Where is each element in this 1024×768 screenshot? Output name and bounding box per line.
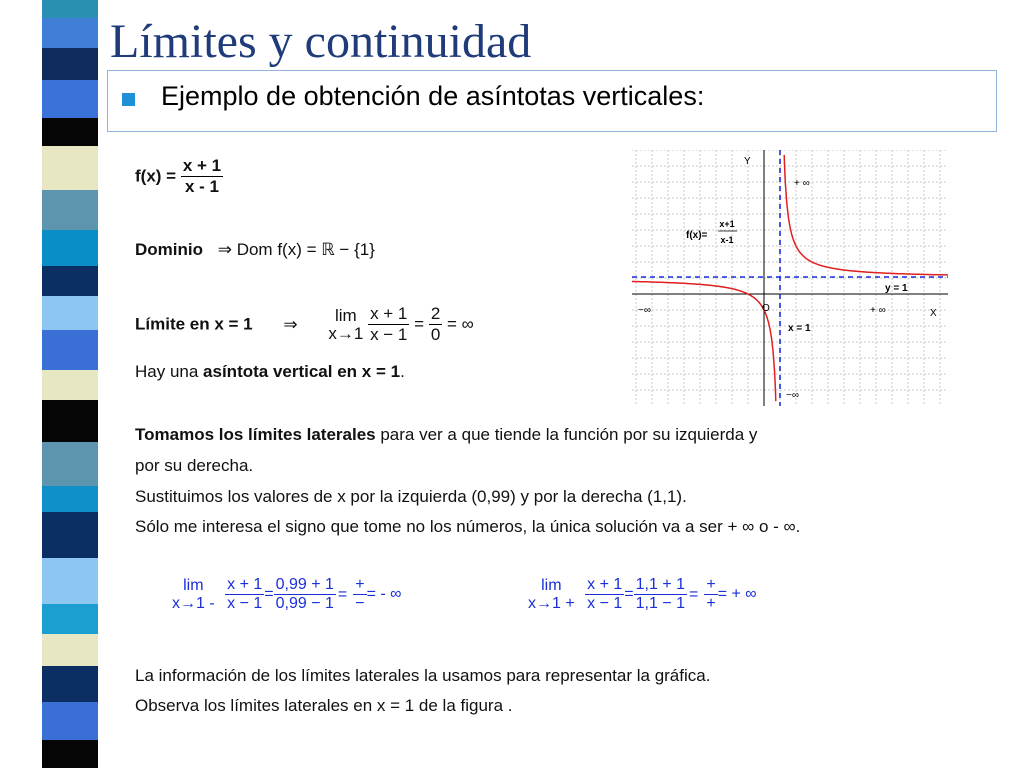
graph-fx-denominator: x-1 xyxy=(720,235,734,245)
right-lim-den-2: 1,1 − 1 xyxy=(635,595,685,612)
right-lim-fraction-2 xyxy=(634,576,687,613)
laterales-rest: para ver a que tiende la función por su izquierda y xyxy=(375,425,758,444)
plus-infinity-top: + ∞ xyxy=(794,178,810,189)
right-lim-fraction-3 xyxy=(704,576,717,613)
right-lateral-limit: lim x→1 + $\frac{x + 1}{x - 1}$ = $\frac{1,1 + 1}{1,1 - 1}$ = $\frac{+}{+}$ = + ∞ xyxy=(528,576,757,612)
horizontal-asymptote-label: y = 1 xyxy=(885,283,908,294)
left-lim-result: = - ∞ xyxy=(366,585,402,603)
bullet-box xyxy=(107,70,997,132)
function-graph xyxy=(632,150,948,406)
right-lim-result: = + ∞ xyxy=(717,585,757,603)
bullet-text: Ejemplo de obtención de asíntotas verticales: xyxy=(161,81,705,111)
paragraph-line-1 xyxy=(135,425,757,445)
limit-value-denominator: 0 xyxy=(430,325,441,344)
vertical-asymptote-label: x = 1 xyxy=(788,323,811,334)
left-lim-fraction-1 xyxy=(225,576,264,613)
left-lim-subscript: x→1 - xyxy=(172,594,215,612)
bullet-square-icon xyxy=(122,93,135,106)
right-lim-num-1: x + 1 xyxy=(587,576,623,593)
asymptote-post: . xyxy=(400,362,405,381)
limit-label: Límite en x = 1 xyxy=(135,314,253,334)
laterales-bold: Tomamos los límites laterales xyxy=(135,425,376,444)
right-lim-den-1: x − 1 xyxy=(587,595,623,612)
minus-infinity-bottom: −∞ xyxy=(786,390,799,401)
asymptote-bold: asíntota vertical en x = 1 xyxy=(203,362,401,381)
paragraph-line-2: por su derecha. xyxy=(135,456,254,475)
x-axis-label: X xyxy=(930,308,937,319)
limit-equals: = xyxy=(414,314,425,334)
paragraph-line-4: Sólo me interesa el signo que tome no los números, la única solución va a ser + ∞ o - ∞. xyxy=(135,517,801,536)
left-lim-fraction-3 xyxy=(353,576,366,613)
left-lim-operator xyxy=(172,577,215,613)
function-fraction xyxy=(181,156,223,197)
right-lim-operator xyxy=(528,577,575,613)
function-denominator: x - 1 xyxy=(184,177,219,196)
limit-fraction xyxy=(368,304,409,345)
lim-subscript: x→1 xyxy=(328,323,364,343)
plus-infinity-right: + ∞ xyxy=(870,305,886,316)
info-line-2: Observa los límites laterales en x = 1 de la figura . xyxy=(135,696,513,715)
left-lim-num-3: + xyxy=(355,576,365,593)
slide-title: Límites y continuidad xyxy=(110,15,532,68)
asymptote-pre: Hay una xyxy=(135,362,204,381)
domain-line xyxy=(135,240,375,260)
domain-label: Dominio xyxy=(135,240,203,259)
limit-numerator: x + 1 xyxy=(370,304,408,323)
right-lim-subscript: x→1 + xyxy=(528,594,575,612)
graph-grid xyxy=(632,150,948,406)
left-lim-word: lim xyxy=(183,576,204,594)
function-definition xyxy=(135,156,223,197)
right-lim-den-3: + xyxy=(706,595,716,612)
left-lateral-limit: lim x→1 - $\frac{x + 1}{x - 1}$ = $\frac{0,99 + 1}{0,99 - 1}$ = $\frac{+}{-}$ = - ∞ xyxy=(172,576,402,612)
right-lim-num-3: + xyxy=(706,576,716,593)
graph-fx-label: f(x)= xyxy=(686,230,708,241)
right-lim-word: lim xyxy=(541,576,562,594)
paragraph-line-3: Sustituimos los valores de x por la izquierda (0,99) y por la derecha (1,1). xyxy=(135,487,687,506)
limit-line xyxy=(135,304,474,354)
function-label: f(x) = xyxy=(135,166,177,186)
limit-operator xyxy=(328,307,363,343)
left-lim-den-2: 0,99 − 1 xyxy=(275,595,334,612)
implies-symbol: ⇒ xyxy=(283,314,298,334)
curve-left-branch xyxy=(632,281,776,401)
lim-word: lim xyxy=(334,305,357,325)
info-line-1: La información de los límites laterales la usamos para representar la gráfica. xyxy=(135,666,711,685)
left-lim-den-3: − xyxy=(355,595,365,612)
limit-result: = ∞ xyxy=(447,314,474,334)
asymptote-statement xyxy=(135,362,405,382)
limit-value-fraction xyxy=(429,304,442,345)
left-lim-num-2: 0,99 + 1 xyxy=(275,576,334,593)
left-lim-num-1: x + 1 xyxy=(227,576,263,593)
limit-denominator: x − 1 xyxy=(370,325,408,344)
right-lim-fraction-1 xyxy=(585,576,624,613)
decorative-side-band xyxy=(0,0,110,768)
function-numerator: x + 1 xyxy=(182,156,222,175)
minus-infinity-left: −∞ xyxy=(638,305,651,316)
graph-fx-numerator: x+1 xyxy=(719,219,735,229)
limit-value-numerator: 2 xyxy=(430,304,441,323)
left-lim-den-1: x − 1 xyxy=(227,595,263,612)
left-lim-fraction-2 xyxy=(274,576,336,613)
curve-right-branch xyxy=(784,155,948,275)
origin-label: O xyxy=(762,303,770,314)
domain-expression: ⇒ Dom f(x) = ℝ − {1} xyxy=(217,240,375,259)
right-lim-num-2: 1,1 + 1 xyxy=(635,576,685,593)
y-axis-label: Y xyxy=(744,156,751,167)
